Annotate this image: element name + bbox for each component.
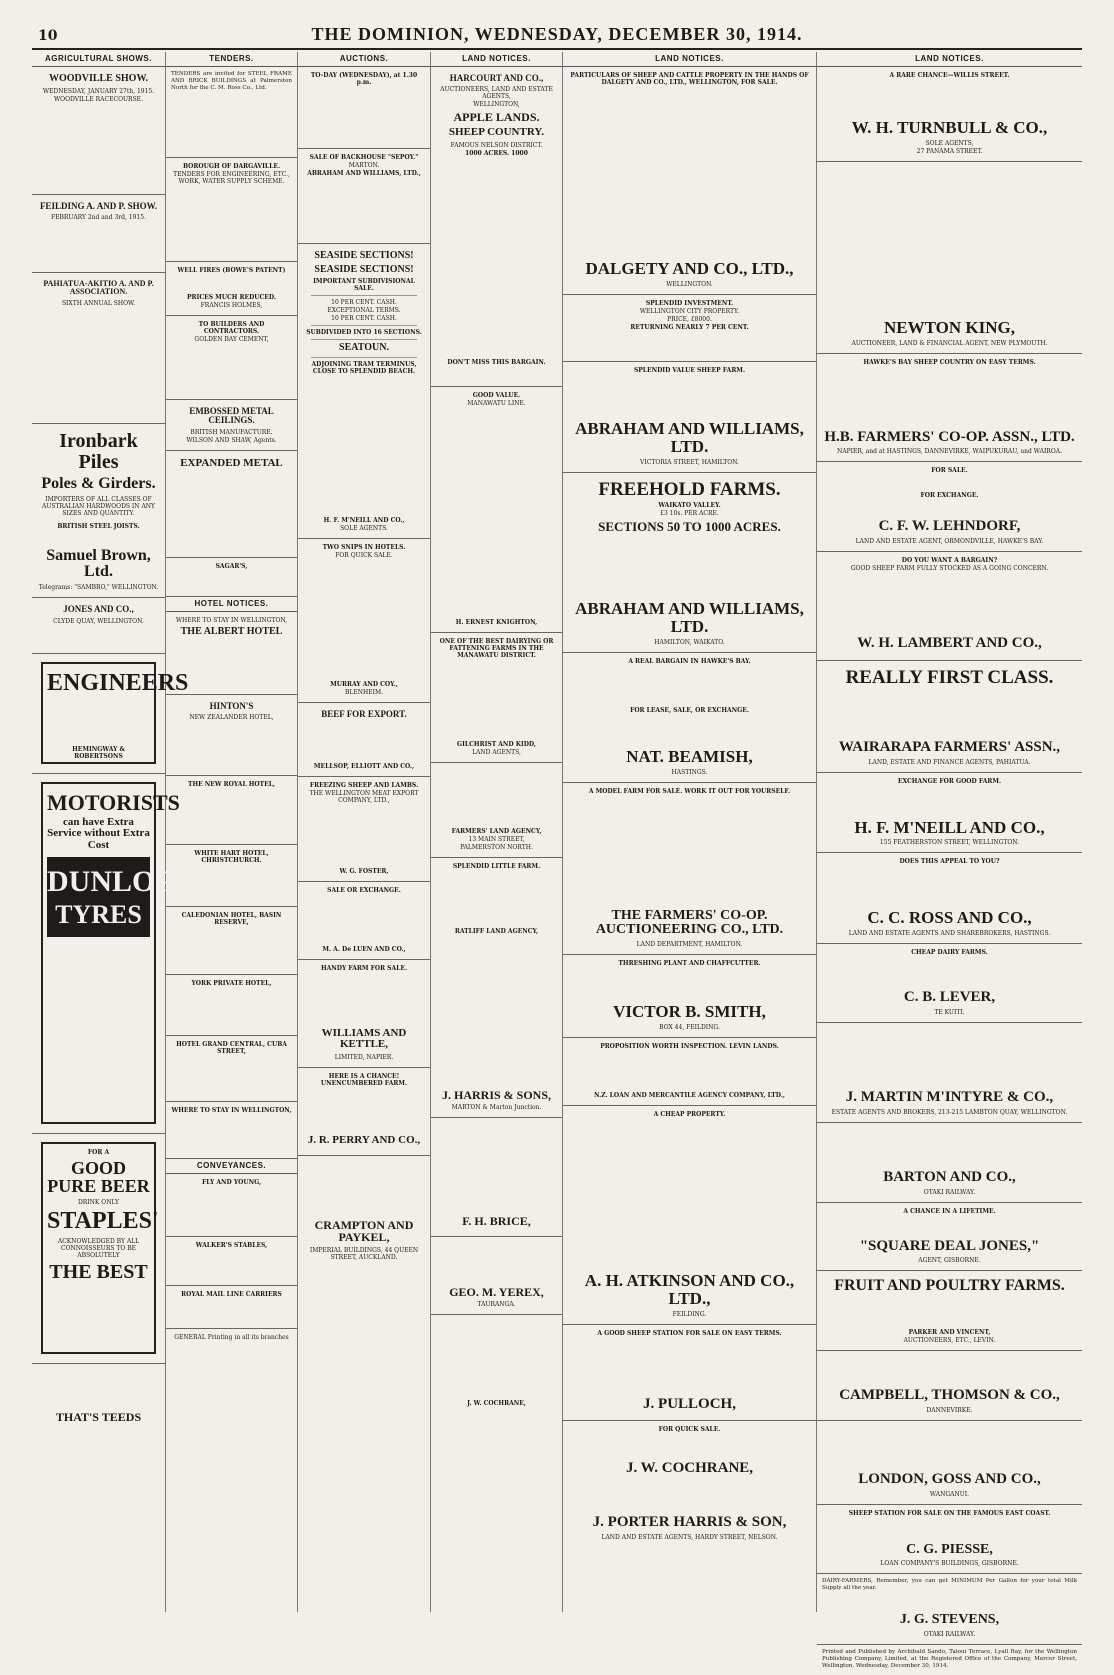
expanded-metal-ad: EXPANDED METAL [166,451,297,559]
crampton-ad: CRAMPTON AND PAYKEL, IMPERIAL BUILDINGS, 44 QUEEN STREET, AUCKLAND. [309,1217,419,1261]
quick-sale-ad: FOR QUICK SALE. J. W. COCHRANE, J. PORTER HARRIS & SON, LAND AND ESTATE AGENTS, HARDY STREET, NELSON. [592,1426,787,1541]
newton-king-ad: NEWTON KING, AUCTIONEER, LAND & FINANCIAL AGENT, NEW PLYMOUTH. [817,162,1082,354]
hotel-snips: TWO SNIPS IN HOTELS. FOR QUICK SALE. MURRAY AND COY., BLENHEIM. [298,539,430,703]
column-heading: LAND NOTICES. [563,52,816,67]
grand-central-ad: HOTEL GRAND CENTRAL, CUBA STREET, [166,1036,297,1102]
beef-export: BEEF FOR EXPORT. MELLSOP, ELLIOTT AND CO., [298,703,430,777]
piesse-ad: SHEEP STATION FOR SALE ON THE FAMOUS EAST COAST. C. G. PIESSE, LOAN COMPANY'S BUILDINGS, GISBORNE. [817,1505,1082,1575]
dunlop-ad: MOTORISTS can have Extra Service without Extra Cost DUNLOP TYRES [32,774,165,1134]
fruit-poultry-ad: FRUIT AND POULTRY FARMS. PARKER AND VINCENT, AUCTIONEERS, ETC., LEVIN. [817,1271,1082,1351]
woodville-show-ad: WOODVILLE SHOW. WEDNESDAY, JANUARY 27th, 1915. WOODVILLE RACECOURSE. [32,67,165,195]
caledonian-ad: CALEDONIAN HOTEL, BASIN RESERVE, [166,907,297,975]
pahiatua-show-ad: PAHIATUA-AKITIO A. AND P. ASSOCIATION. SIXTH ANNUAL SHOW. [32,273,165,424]
column-heading: LAND NOTICES. [431,52,562,67]
dargaville-tender: BOROUGH OF DARGAVILLE. TENDERS FOR ENGINEERING, ETC., WORK, WATER SUPPLY SCHEME. [166,158,297,262]
column-agricultural-shows [32,52,189,1612]
mcneill-exchange-ad: EXCHANGE FOR GOOD FARM. H. F. M'NEILL AND CO., 155 FEATHERSTON STREET, WELLINGTON. [817,773,1082,854]
wells-ad: WELL FIRES (BOWE'S PATENT) PRICES MUCH REDUCED. FRANCIS HOLMES, [166,262,297,316]
embossed-ad: EMBOSSED METAL CEILINGS. BRITISH MANUFACTURE. WILSON AND SHAW, Agents. [166,400,297,451]
willis-street-ad: A RARE CHANCE—WILLIS STREET. W. H. TURNBULL & CO., SOLE AGENTS, 27 PANAMA STREET. [817,67,1082,162]
hinton-ad: HINTON'S NEW ZEALANDER HOTEL, [166,695,297,776]
feilding-show-ad: FEILDING A. AND P. SHOW. FEBRUARY 2nd and 3rd, 1915. [32,195,165,273]
levin-lands-ad: PROPOSITION WORTH INSPECTION. LEVIN LANDS. N.Z. LOAN AND MERCANTILE AGENCY COMPANY, LTD., [563,1038,816,1106]
masthead: THE DOMINION, WEDNESDAY, DECEMBER 30, 1914. [311,24,803,44]
unencumbered-farm-ad: HERE IS A CHANCE! UNENCUMBERED FARM. J. R. PERRY AND CO., [298,1068,430,1156]
lever-ad: CHEAP DAIRY FARMS. C. B. LEVER, TE KUITI. [817,944,1082,1023]
column-tenders [166,52,298,1612]
walkers-ad: WALKER'S STABLES, [166,1237,297,1286]
ironbark-ad: Ironbark Piles Poles & Girders. IMPORTERS OF ALL CLASSES OF AUSTRALIAN HARDWOODS IN ANY SIZES AND QUANTITY. BRITISH STEEL JOISTS. Samuel Brown, Ltd. Telegrams: "SAMBRO," WELLINGTON. [32,424,165,598]
steel-frame-tender: TENDERS are invited for STEEL FRAME AND BRICK BUILDINGS at Palmerston North for the C. M. Ross Co., Ltd. [166,67,297,158]
imprint: Printed and Published by Archibald Sando, Taioui Terrace, Lyall Bay, for the Wellington Publishing Company, Limited, at the Registered Office of the Company, Mercer Street, Wellington, Wednesday, December 30, 1914. [822,1648,1077,1669]
seaside-sections: SEASIDE SECTIONS! SEASIDE SECTIONS! IMPORTANT SUBDIVISIONAL SALE. 10 PER CENT. CASH. EXCEPTIONAL TERMS. 10 PER CENT. CASH. SUBDIVIDED INTO 16 SECTIONS. SEATOUN. ADJOINING TRAM TERMINUS, CLOSE TO SPLENDID BEACH. H. F. M'NEILL AND CO., SOLE AGENTS. [298,244,430,539]
york-ad: YORK PRIVATE HOTEL, [166,975,297,1036]
farmers-land-agency-ad: FARMERS' LAND AGENCY, 13 MAIN STREET, PALMERSTON NORTH. [431,763,562,858]
mcintyre-ad: J. MARTIN M'INTYRE & CO., ESTATE AGENTS AND BROKERS, 213-215 LAMBTON QUAY, WELLINGTON. [817,1023,1082,1123]
dairying-farm-ad: ONE OF THE BEST DAIRYING OR FATTENING FARMS IN THE MANAWATU DISTRICT. GILCHRIST AND KIDD, LAND AGENTS, [431,633,562,763]
column-land-notices-3 [817,52,1082,1669]
column-heading: AUCTIONS. [298,52,430,67]
hawkes-bay-bargain-ad: A REAL BARGAIN IN HAWKE'S BAY. FOR LEASE, SALE, OR EXCHANGE. NAT. BEAMISH, HASTINGS. [563,653,816,783]
handy-farm-ad: HANDY FARM FOR SALE. WILLIAMS AND KETTLE, LIMITED, NAPIER. [298,960,430,1068]
column-land-notices-2 [563,52,817,1612]
cheap-property-ad: A CHEAP PROPERTY. A. H. ATKINSON AND CO., LTD., FEILDING. [563,1106,816,1325]
really-first-class-ad: REALLY FIRST CLASS. WAIRARAPA FARMERS' ASSN., LAND, ESTATE AND FINANCE AGENTS, PAHIATUA. [817,661,1082,773]
white-hart-ad: WHITE HART HOTEL, CHRISTCHURCH. [166,845,297,907]
column-auctions [298,52,431,1612]
lehndorf-ad: FOR SALE. FOR EXCHANGE. C. F. W. LEHNDORF, LAND AND ESTATE AGENT, ORMONDVILLE, HAWKE'S BAY. [817,462,1082,552]
freehold-farms-ad: FREEHOLD FARMS. WAIKATO VALLEY. £3 10s. PER ACRE. SECTIONS 50 TO 1000 ACRES. ABRAHAM AND WILLIAMS, LTD. HAMILTON, WAIKATO. [563,473,816,653]
value-sheep-farm-ad: SPLENDID VALUE SHEEP FARM. ABRAHAM AND WILLIAMS, LTD. VICTORIA STREET, HAMILTON. [563,362,816,473]
today-auction: TO-DAY (WEDNESDAY), at 1.30 p.m. [298,67,430,149]
yerex-ad: GEO. M. YEREX, TAURANGA. [431,1237,562,1316]
page-number: 10 [38,28,58,44]
albert-hotel-ad: WHERE TO STAY IN WELLINGTON, THE ALBERT HOTEL [166,612,297,695]
column-heading: TENDERS. [166,52,297,67]
engineers-ad: ENGINEERS HEMINGWAY & ROBERTSONS [32,654,165,774]
column-heading: LAND NOTICES. [817,52,1082,67]
london-goss-ad: LONDON, GOSS AND CO., WANGANUI. [817,1421,1082,1505]
stevens-ad: DAIRY-FARMERS, Remember, you can get MINIMUM Per Gallon for your total Milk Supply all the year. J. G. STEVENS, OTAKI RAILWAY. [817,1574,1082,1645]
model-farm-ad: A MODEL FARM FOR SALE. WORK IT OUT FOR YOURSELF. THE FARMERS' CO-OP. AUCTIONEERING CO., LTD. LAND DEPARTMENT, HAMILTON. [563,783,816,955]
square-deal-ad: A CHANCE IN A LIFETIME. "SQUARE DEAL JONES," AGENT, GISBORNE. [817,1203,1082,1272]
sepoy-sale: SALE OF BACKHOUSE "SEPOY." MARTON. ABRAHAM AND WILLIAMS, LTD., [298,149,430,244]
cochrane-ad: J. W. COCHRANE, [467,1400,526,1408]
builders-ad: TO BUILDERS AND CONTRACTORS. GOLDEN BAY CEMENT, [166,316,297,400]
lambert-ad: DO YOU WANT A BARGAIN? GOOD SHEEP FARM FULLY STOCKED AS A GOING CONCERN. W. H. LAMBERT AND CO., [817,552,1082,661]
fly-young-ad: FLY AND YOUNG, [166,1174,297,1237]
splendid-little-farm-ad: SPLENDID LITTLE FARM. RATLIFF LAND AGENCY, J. HARRIS & SONS, MARTON & Marton Junction. [431,858,562,1119]
ross-ad: DOES THIS APPEAL TO YOU? C. C. ROSS AND CO., LAND AND ESTATE AGENTS AND SHAREBROKERS, HASTINGS. [817,853,1082,944]
new-royal-ad: THE NEW ROYAL HOTEL, [166,776,297,845]
sagars-ad: SAGAR'S, [166,558,297,597]
royal-mail-ad: ROYAL MAIL LINE CARRIERS [166,1286,297,1329]
harcourt-ad: HARCOURT AND CO., AUCTIONEERS, LAND AND ESTATE AGENTS, WELLINGTON, APPLE LANDS. SHEEP COUNTRY. FAMOUS NELSON DISTRICT. 1000 ACRES. 1000 DON'T MISS THIS BARGAIN. [431,67,562,387]
sale-exchange-ad: SALE OR EXCHANGE. M. A. De LUEN AND CO., [298,882,430,960]
freezing-ad: FREEZING SHEEP AND LAMBS. THE WELLINGTON MEAT EXPORT COMPANY, LTD., W. G. FOSTER, [298,777,430,882]
dalgety-ad: PARTICULARS OF SHEEP AND CATTLE PROPERTY IN THE HANDS OF DALGETY AND CO., LTD., WELLINGTON, FOR SALE. DALGETY AND CO., LTD., WELLINGTON. [563,67,816,295]
where-to-stay-ad: WHERE TO STAY IN WELLINGTON, [166,1102,297,1159]
brice-ad: F. H. BRICE, [431,1118,562,1237]
teeds-ad: THAT'S TEEDS [55,1409,142,1424]
jones-ad: JONES AND CO., CLYDE QUAY, WELLINGTON. [32,598,165,653]
page-header [32,22,1082,50]
splendid-investment-ad: SPLENDID INVESTMENT. WELLINGTON CITY PROPERTY. PRICE, £8000. RETURNING NEARLY 7 PER CENT. [563,295,816,362]
hotel-notices-heading: HOTEL NOTICES. [166,597,297,612]
threshing-ad: THRESHING PLANT AND CHAFFCUTTER. VICTOR B. SMITH, BOX 44, FEILDING. [563,955,816,1038]
campbell-ad: CAMPBELL, THOMSON & CO., DANNEVIRKE. [817,1351,1082,1421]
columns [32,52,1082,1669]
column-heading: AGRICULTURAL SHOWS. [32,52,165,67]
column-land-notices-1 [431,52,563,1612]
barton-ad: BARTON AND CO., OTAKI RAILWAY. [817,1123,1082,1203]
good-value-ad: GOOD VALUE. MANAWATU LINE. H. ERNEST KNIGHTON, [431,387,562,633]
staples-beer-ad: FOR A GOOD PURE BEER DRINK ONLY STAPLES' ACKNOWLEDGED BY ALL CONNOISSEURS TO BE ABSOLUTELY THE BEST [32,1134,165,1364]
good-sheep-station-ad: A GOOD SHEEP STATION FOR SALE ON EASY TERMS. J. PULLOCH, [563,1325,816,1422]
printing-ad: GENERAL Printing in all its branches [174,1334,289,1342]
conveyances-heading: CONVEYANCES. [166,1159,297,1174]
hb-farmers-ad: HAWKE'S BAY SHEEP COUNTRY ON EASY TERMS. H.B. FARMERS' CO-OP. ASSN., LTD. NAPIER, and at HASTINGS, DANNEVIRKE, WAIPUKURAU, and WAIROA. [817,354,1082,463]
